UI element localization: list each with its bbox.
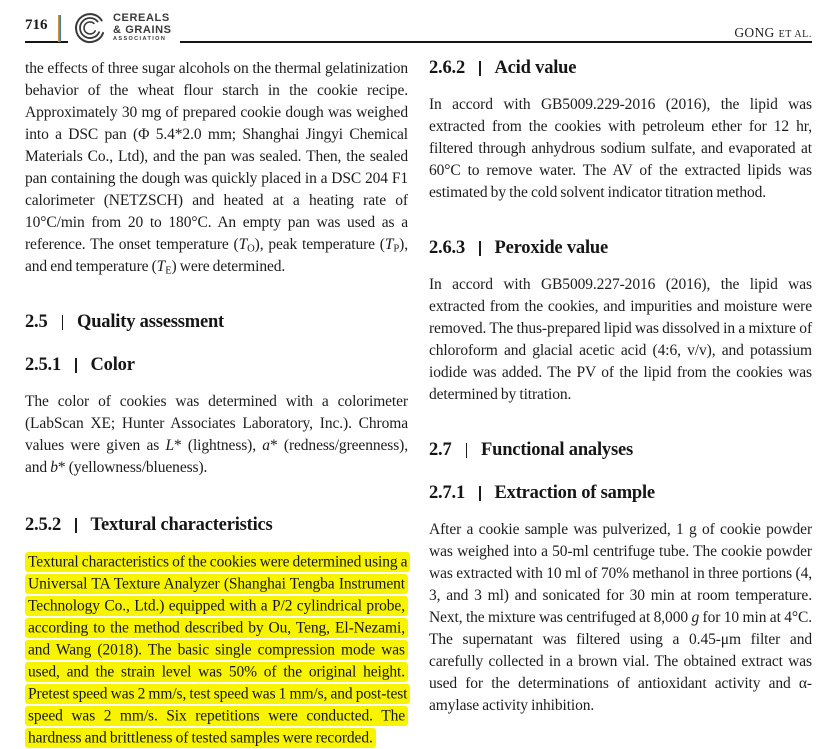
section-title: Color xyxy=(90,355,135,375)
logo-arcs-icon xyxy=(70,7,110,49)
running-head-etal: ET AL. xyxy=(778,29,812,40)
section-heading-2-7 xyxy=(429,440,812,461)
section-heading-2-5-2 xyxy=(25,515,408,536)
left-column xyxy=(25,58,408,749)
section-title: Quality assessment xyxy=(77,312,225,332)
paragraph-textural-characteristics xyxy=(25,551,408,749)
section-number: 2.5.1 xyxy=(25,355,62,375)
paragraph-peroxide-value: In accord with GB5009.227-2016 (2016), the lipid was extracted from the cookies, and impurities and moisture were removed. The thus-prepared lipid was dissolved in a mixture of chloroform and glacial acetic acid (4:6, v/v), and potassium iodide was added. The PV of the lipid from the cookies was determined by titration. xyxy=(429,276,812,403)
paragraph-extraction: After a cookie sample was pulverized, 1 g of cookie powder was weighed into a 50-ml centrifuge tube. The cookie powder was extracted with 10 ml of 70% methanol in three portions (4, 3, and 3 ml) and sonicated for 30 min at room temperature. Next, the mixture was centrifuged at 8,000 g for 10 min at 4°C. The supernatant was filtered using a 0.45-μm filter and carefully collected in a brown vial. The obtained extract was used for the determinations of antioxidant activity and α-amylase activity inhibition. xyxy=(429,521,812,714)
section-number: 2.7 xyxy=(429,440,452,460)
section-heading-2-6-2 xyxy=(429,58,812,79)
logo-line-cereals: CEREALS xyxy=(113,12,170,25)
running-head-author: GONG xyxy=(734,25,775,40)
section-number: 2.5 xyxy=(25,312,48,332)
section-number: 2.6.3 xyxy=(429,238,466,258)
highlight-annotation: Textural characteristics of the cookies were determined using a Universal TA Texture Analyzer (Shanghai Tengba Instrument Technology Co., Ltd.) equipped with a P/2 cylindrical probe, according to the method described by Ou, Teng, El-Nezami, and Wang (2018). The basic single compression mode was used, and the strain level was 50% of the original height. Pretest speed was 2 mm/s, test speed was 1 mm/s, and post-test speed was 2 mm/s. Six repetitions were conducted. The hardness and brittleness of tested samples were recorded. xyxy=(25,552,410,748)
paragraph-color: The color of cookies was determined with a colorimeter (LabScan XE; Hunter Associates Laboratory, Inc.). Chroma values were given as L* (lightness), a* (redness/greenness), and b* (yellowness/blueness). xyxy=(25,393,408,476)
page-content xyxy=(25,58,812,749)
paragraph-dsc-method: the effects of three sugar alcohols on the thermal gelatinization behavior of the wheat flour starch in the cookie recipe. Approximately 30 mg of prepared cookie dough was weighed into a DSC pan (Φ 5.4*2.0 mm; Shanghai Jingyi Chemical Materials Co., Ltd), and the pan was sealed. Then, the sealed pan containing the dough was quickly placed in a DSC 204 F1 calorimeter (NETZSCH) and heated at a heating rate of 10°C/min from 20 to 180°C. An empty pan was used as a reference. The onset temperature $(T_O)$, peak temperature $(T_P)$, and end temperature $(T_E)$ were determined. xyxy=(25,60,408,277)
right-column xyxy=(429,58,812,749)
section-title: Acid value xyxy=(494,58,577,78)
accent-divider-bar xyxy=(58,15,61,42)
section-number: 2.7.1 xyxy=(429,483,466,503)
section-number: 2.6.2 xyxy=(429,58,466,78)
running-head xyxy=(734,24,812,42)
section-title: Peroxide value xyxy=(494,238,609,258)
cereals-grains-association-logo xyxy=(68,5,180,51)
section-number: 2.5.2 xyxy=(25,515,62,535)
page-number: 716 xyxy=(25,17,48,33)
section-heading-2-5 xyxy=(25,312,408,333)
section-title: Extraction of sample xyxy=(494,483,655,503)
logo-text xyxy=(113,13,172,42)
heading-divider xyxy=(479,241,481,256)
logo-line-grains: & GRAINS xyxy=(113,23,172,36)
heading-divider xyxy=(479,61,481,76)
logo-line-association: ASSOCIATION xyxy=(113,35,167,42)
heading-divider xyxy=(466,443,468,458)
heading-divider xyxy=(479,486,481,501)
section-heading-2-5-1 xyxy=(25,355,408,376)
section-heading-2-6-3 xyxy=(429,238,812,259)
heading-divider xyxy=(75,358,77,373)
paragraph-acid-value: In accord with GB5009.229-2016 (2016), the lipid was extracted from the cookies with petroleum ether for 12 hr, filtered through anhydrous sodium sulfate, and evaporated at 60°C to remove water. The AV of the extracted lipids was estimated by the cold solvent indicator titration method. xyxy=(429,96,812,201)
section-title: Textural characteristics xyxy=(90,515,273,535)
heading-divider xyxy=(62,315,64,330)
section-title: Functional analyses xyxy=(481,440,633,460)
heading-divider xyxy=(75,518,77,533)
section-heading-2-7-1 xyxy=(429,483,812,504)
